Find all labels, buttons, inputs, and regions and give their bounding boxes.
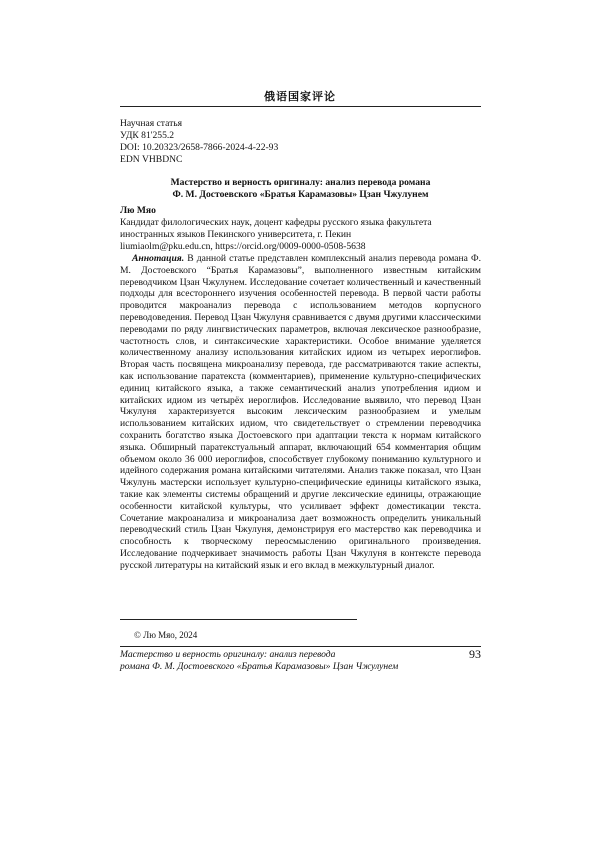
article-type: Научная статья bbox=[120, 118, 183, 129]
edn: EDN VHBDNC bbox=[120, 154, 183, 165]
doi: DOI: 10.20323/2658-7866-2024-4-22-93 bbox=[120, 142, 279, 153]
journal-title: 俄语国家评论 bbox=[264, 90, 336, 103]
abstract bbox=[120, 253, 481, 572]
abstract-label: Аннотация. bbox=[132, 253, 185, 264]
article-title bbox=[120, 177, 481, 201]
abstract-text: В данной статье представлен комплексный анализ перевода романа Ф. М. Достоевского “Братья Карамазовы”, выполненного известным китайским переводчиком Цзан Чжулунем. Исследование сочетает количественный и качественный подходы для всестороннего изучения особенностей перевода. В первой части работы проводится макроанализ перевода с использованием методов корпусного переводоведения. Перевод Цзан Чжулуня сравнивается с двумя другими классическими переводами по ряду лингвистических параметров, включая лексическое разнообразие, частотность слов, и синтаксические характеристики. Особое внимание уделяется количественному анализу использования китайских идиом из четырех иероглифов. Вторая часть посвящена микроанализу перевода, где рассматриваются такие аспекты, как использование паратекста (комментариев), применение культурно-специфических единиц китайского языка, а также семантический анализ употребления идиом и китайских идиом из четырёх иероглифов. Исследование выявило, что перевод Цзан Чжулуня характеризуется высоким лексическим разнообразием и умелым использованием китайских идиом, что свидетельствует о стремлении переводчика сохранить богатство языка Достоевского при адаптации текста к нормам китайского языка. Обширный паратекстуальный аппарат, включающий 654 комментария общим объемом около 36 000 иероглифов, способствует глубокому пониманию культурного и идейного содержания романа китайскими читателями. Анализ также показал, что Цзан Чжулунь мастерски использует культурно-специфические единицы китайского языка, такие как элементы системы обращений и другие лексические единицы, отражающие особенности китайской культуры, что усиливает эффект доместикации текста. Сочетание макроанализа и микроанализа дает возможность определить уникальный переводческий стиль Цзан Чжулуня, демонстрируя его мастерство как переводчика и способность к творческому переосмыслению оригинального произведения. Исследование подчеркивает значимость работы Цзан Чжулуня в контексте перевода русской литературы на китайский язык и его вклад в межкультурный диалог. bbox=[120, 253, 481, 571]
running-footer bbox=[120, 649, 440, 673]
copyright-note: © Лю Мяо, 2024 bbox=[134, 630, 198, 640]
running-title-line-1: Мастерство и верность оригиналу: анализ перевода bbox=[120, 649, 336, 660]
title-line-2: Ф. М. Достоевского «Братья Карамазовы» Цзан Чжулунем bbox=[172, 189, 429, 200]
author-affiliation: Кандидат филологических наук, доцент кафедры русского языка факультета иностранных языков Пекинского университета, г. Пекин bbox=[120, 217, 432, 240]
author-name: Лю Мяо bbox=[120, 205, 156, 216]
footer-rule bbox=[120, 646, 481, 647]
title-line-1: Мастерство и верность оригиналу: анализ перевода романа bbox=[170, 177, 431, 188]
author-contacts: liumiaolm@pku.edu.cn, https://orcid.org/0009-0000-0508-5638 bbox=[120, 241, 366, 252]
article-meta bbox=[120, 118, 278, 166]
header-rule bbox=[120, 106, 481, 107]
running-title-line-2: романа Ф. М. Достоевского «Братья Карамазовы» Цзан Чжулунем bbox=[120, 661, 399, 672]
udc-code: УДК 81'255.2 bbox=[120, 130, 175, 141]
footnote-rule bbox=[120, 619, 357, 620]
page-number: 93 bbox=[469, 647, 481, 661]
